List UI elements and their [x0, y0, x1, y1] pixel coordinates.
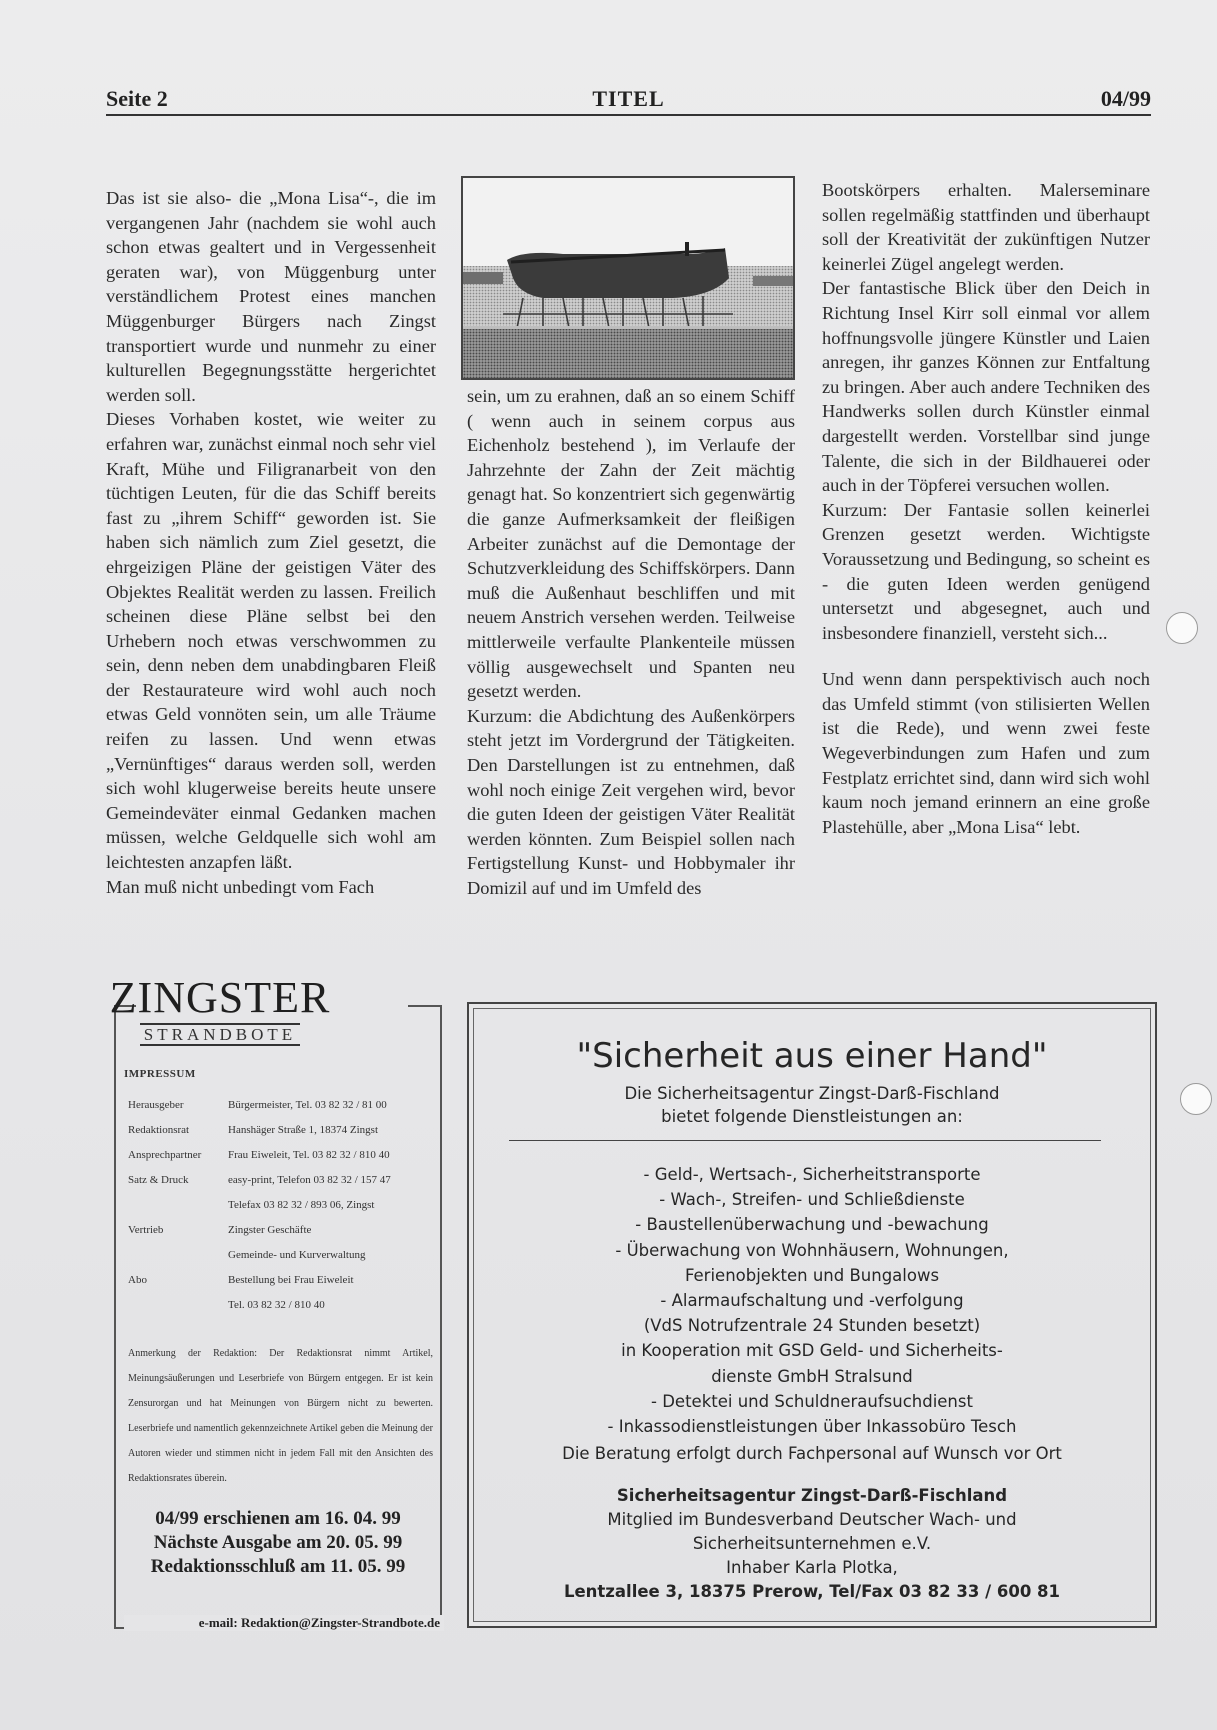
impressum-value: Hanshäger Straße 1, 18374 Zingst: [228, 1124, 378, 1136]
article-column-3: [822, 178, 1150, 839]
ad-company-info: [469, 1484, 1155, 1604]
impressum-value: easy-print, Telefon 03 82 32 / 157 47: [228, 1174, 391, 1186]
impressum-label: Herausgeber: [128, 1099, 184, 1111]
punch-hole: [1166, 612, 1198, 644]
impressum-label: Satz & Druck: [128, 1174, 189, 1186]
page-number: Seite 2: [106, 86, 168, 111]
paragraph: Man muß nicht unbedingt vom Fach: [106, 876, 375, 897]
services-list: [469, 1162, 1155, 1439]
impressum-row: [128, 1243, 428, 1268]
company-owner: Inhaber Karla Plotka,: [726, 1558, 898, 1577]
paragraph: Und wenn dann perspektivisch auch noch das Umfeld stimmt (von stilisierten Wellen ist die Rede), und wenn zwei feste Wegeverbindungen zum Hafen und zum Festplatz errichtet sind, dann wird sich wohl kaum noch jemand erinnern an eine große Plastehülle, aber „Mona Lisa“ lebt.: [822, 669, 1150, 837]
impressum-label: [128, 1293, 228, 1318]
service-item: - Detektei und Schuldneraufsuchdienst: [651, 1391, 973, 1411]
editorial-note: Anmerkung der Redaktion: Der Redaktionsrat nimmt Artikel, Meinungsäußerungen und Leserbriefe von Bürgern entgegen. Er ist kein Zensurorgan und hat Meinungen von Bürgern nicht zu bewerten. Leserbriefe und namentlich gekennzeichnete Artikel geben die Meinung der Autoren wieder und stimmen nicht in jedem Fall mit den Ansichten des Redaktionsrates überein.: [128, 1348, 433, 1484]
impressum-row: [128, 1193, 428, 1218]
impressum-value: Frau Eiweleit, Tel. 03 82 32 / 810 40: [228, 1149, 390, 1161]
service-item: - Wach-, Streifen- und Schließdienste: [659, 1190, 965, 1210]
service-item: - Überwachung von Wohnhäusern, Wohnungen,: [615, 1240, 1009, 1260]
paragraph: Kurzum: die Abdichtung des Außenkörpers steht jetzt im Vordergrund der Tätigkeiten. Den Darstellungen ist zu entnehmen, daß wohl noch einige Zeit vergehen wird, bevor die guten Ideen der geistigen Väter Realität werden könnten. Zum Beispiel sollen nach Fertigstellung Kunst- und Hobbymaler ihr Domizil auf und im Umfeld des: [467, 705, 795, 898]
logo-title: ZINGSTER: [109, 973, 331, 1022]
impressum-label: Abo: [128, 1274, 147, 1286]
service-item: - Geld-, Wertsach-, Sicherheitstransporte: [643, 1165, 981, 1184]
impressum-value: Bürgermeister, Tel. 03 82 32 / 81 00: [228, 1099, 387, 1111]
article-column-2: [467, 384, 795, 900]
impressum-value: Tel. 03 82 32 / 810 40: [228, 1299, 325, 1311]
company-membership: Sicherheitsunternehmen e.V.: [692, 1534, 932, 1553]
issue-date-line: 04/99 erschienen am 16. 04. 99: [155, 1508, 401, 1529]
impressum-value: Gemeinde- und Kurverwaltung: [228, 1249, 366, 1261]
logo-subtitle: STRANDBOTE: [140, 1023, 300, 1046]
ad-subtitle-line: Die Sicherheitsagentur Zingst-Darß-Fischland: [624, 1084, 1000, 1103]
impressum-label: Vertrieb: [128, 1224, 164, 1236]
impressum-row: [128, 1168, 428, 1193]
service-item: dienste GmbH Stralsund: [711, 1366, 913, 1386]
issue-dates: [118, 1507, 438, 1579]
impressum-label: Ansprechpartner: [128, 1149, 202, 1161]
impressum-row: [128, 1143, 428, 1168]
newspaper-logo: [36, 975, 404, 1046]
impressum-label: Redaktionsrat: [128, 1124, 190, 1136]
issue-number: 04/99: [1100, 86, 1151, 111]
service-item: - Alarmaufschaltung und -verfolgung: [660, 1291, 964, 1311]
impressum-label: [128, 1243, 228, 1268]
ad-headline: "Sicherheit aus einer Hand": [576, 1036, 1048, 1076]
section-title: TITEL: [592, 86, 665, 111]
paragraph: Das ist sie also- die „Mona Lisa“-, die im vergangenen Jahr (nachdem sie wohl auch schon etwas gealtert und in Vergessenheit geraten war), von Müggenburg unter verständlichem Protest eines manchen Müggenburger Bürgers nach Zingst transportiert wurde und nunmehr zu einer kulturellen Begegnungsstätte hergerichtet werden soll.: [106, 188, 436, 405]
impressum-row: [128, 1218, 428, 1243]
page-header: [106, 84, 1151, 116]
service-item: - Baustellenüberwachung und -bewachung: [635, 1215, 989, 1235]
ad-subtitle: [469, 1082, 1155, 1128]
divider: [509, 1140, 1101, 1141]
impressum-row: [128, 1268, 428, 1293]
impressum-value: Telefax 03 82 32 / 893 06, Zingst: [228, 1199, 375, 1211]
punch-hole: [1180, 1083, 1212, 1115]
company-name: Sicherheitsagentur Zingst-Darß-Fischland: [616, 1486, 1008, 1505]
paragraph: sein, um zu erahnen, daß an so einem Schiff ( wenn auch in seinem corpus aus Eichenholz bestehend ), im Verlaufe der Jahrzehnte der Zahn der Zeit mächtig genagt hat. So konzentriert sich gegenwärtig die ganze Aufmerksamkeit der fleißigen Arbeiter zunächst auf die Demontage der Schutzverkleidung des Schiffskörpers. Dann muß die Außenhaut beschliffen und mit neuem Anstrich versehen werden. Teilweise mittlerweile verfaulte Plankenteile müssen völlig ausgewechselt und Spanten neu gesetzt werden.: [467, 386, 795, 702]
contact-email: e-mail: Redaktion@Zingster-Strandbote.de: [124, 1615, 444, 1631]
ad-subtitle-line: bietet folgende Dienstleistungen an:: [661, 1107, 963, 1126]
paragraph: Der fantastische Blick über den Deich in Richtung Insel Kirr soll einmal vor allem hoffnungsvolle jüngere Künstler und Laien anregen, ihr ganzes Können zur Entfaltung zu bringen. Aber auch andere Techniken des Handwerks sollen durch Künstler einmal dargestellt werden. Vorstellbar sind junge Talente, die sich in der Bildhauerei oder auch in der Töpferei versuchen wollen.: [822, 278, 1150, 496]
issue-date-line: Redaktionsschluß am 11. 05. 99: [150, 1556, 406, 1577]
service-item: - Inkassodienstleistungen über Inkassobüro Tesch: [607, 1417, 1017, 1437]
paragraph: Dieses Vorhaben kostet, wie weiter zu erfahren war, zunächst einmal noch sehr viel Kraft, Mühe und Filigranarbeit von den tüchtigen Leuten, für die das Schiff bereits fast zu „ihrem Schiff“ geworden ist. Sie haben sich nämlich zum Ziel gesetzt, die ehrgeizigen Pläne der geistigen Väter des Objektes Realität werden zu lassen. Freilich scheinen diese Pläne selbst bei den Urhebern noch etwas verschwommen zu sein, denn neben dem unabdingbaren Fleiß der Restaurateure wird wohl auch noch etwas Geld vonnöten sein, um alle Träume reifen zu lassen. Und wenn etwas „Vernünftiges“ daraus werden soll, werden sich wohl klugerweise bereits heute unsere Gemeindeväter einmal Gedanken machen müssen, welche Geldquelle sich wohl am leichtesten anzapfen läßt.: [106, 409, 436, 873]
impressum-row: [128, 1118, 428, 1143]
impressum-table: [128, 1093, 428, 1318]
issue-date-line: Nächste Ausgabe am 20. 05. 99: [153, 1532, 403, 1553]
service-item: (VdS Notrufzentrale 24 Stunden besetzt): [643, 1316, 981, 1336]
ship-photo: [461, 176, 795, 380]
article-column-1: [106, 186, 436, 899]
impressum-row: [128, 1093, 428, 1118]
company-membership: Mitglied im Bundesverband Deutscher Wach- und: [607, 1510, 1017, 1529]
paragraph: Bootskörpers erhalten. Malerseminare sollen regelmäßig stattfinden und überhaupt soll der Kreativität der zukünftigen Nutzer keinerlei Zügel angelegt werden.: [822, 180, 1150, 274]
impressum-label: [128, 1193, 228, 1218]
company-address: Lentzallee 3, 18375 Prerow, Tel/Fax 03 82 33 / 600 81: [563, 1582, 1061, 1601]
impressum-value: Zingster Geschäfte: [228, 1224, 312, 1236]
impressum-title: IMPRESSUM: [124, 1068, 196, 1080]
paragraph: Kurzum: Der Fantasie sollen keinerlei Grenzen gesetzt werden. Wichtigste Voraussetzung und Bedingung, so scheint es - die guten Ideen werden genügend untersetzt und abgesegnet, auch und insbesondere finanziell, versteht sich...: [822, 499, 1150, 643]
divider: [408, 1005, 440, 1007]
security-advertisement: [467, 1002, 1157, 1628]
impressum-value: Bestellung bei Frau Eiweleit: [228, 1274, 354, 1286]
impressum-row: [128, 1293, 428, 1318]
ad-advice: Die Beratung erfolgt durch Fachpersonal auf Wunsch vor Ort: [562, 1444, 1062, 1463]
service-item: in Kooperation mit GSD Geld- und Sicherheits-: [621, 1341, 1003, 1361]
service-item: Ferienobjekten und Bungalows: [684, 1265, 940, 1285]
